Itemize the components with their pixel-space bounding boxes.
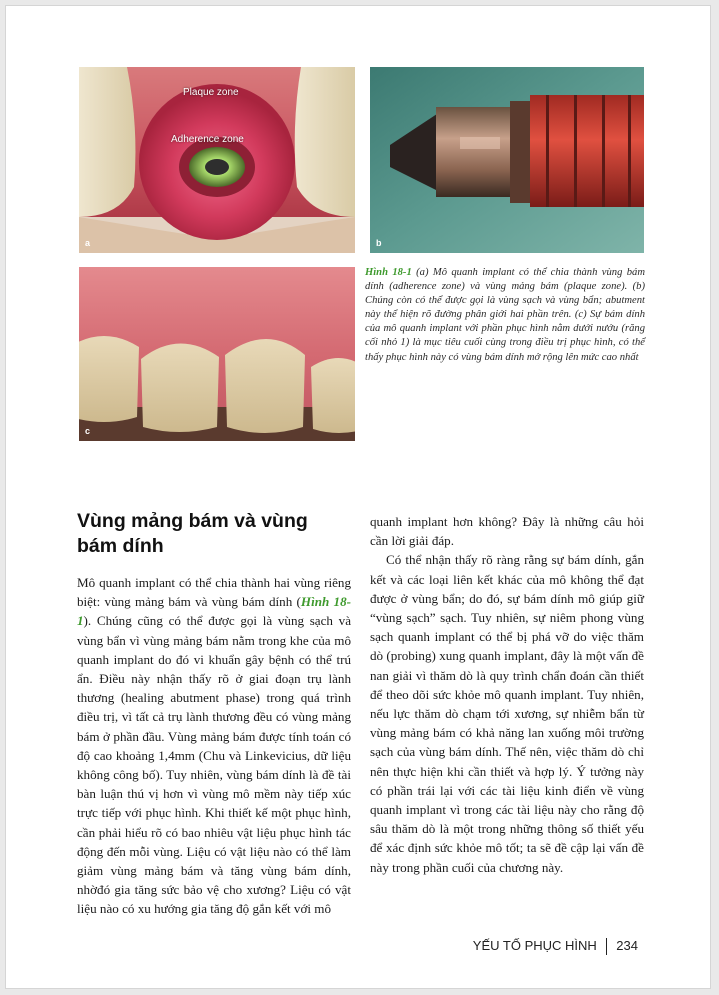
section-heading: Vùng mảng bám và vùng bám dính <box>77 510 308 557</box>
body-column-right <box>370 512 644 877</box>
caption-figure-ref: Hình 18-1 <box>365 267 412 278</box>
paragraph-1-start: Mô quanh implant có thể chia thành hai vùng riêng biệt: vùng mảng bám và vùng bám dính ( <box>77 575 351 610</box>
figure-panel-b <box>370 67 644 253</box>
body-column-left <box>77 573 351 919</box>
caption-text: (a) Mô quanh implant có thể chia thành vùng bám dính (adherence zone) và vùng mảng bám (plaque zone). (b) Chúng còn có thể được gọi là vùng sạch và vùng bẩn; abutment này thể hiện rõ đường phân giới hai phần trên. (c) Sự bám dính của mô quanh implant với phần phục hình nằm dưới nướu (răng cối nhỏ 1) là mục tiêu cuối cùng trong điều trị phục hình, có thể thấy phục hình này có vùng bám dính mở rộng lên mức cao nhất <box>365 267 645 363</box>
footer-chapter-title: YẾU TỐ PHỤC HÌNH <box>472 938 597 953</box>
panel-letter-b: b <box>376 238 382 248</box>
panel-letter-a: a <box>85 238 91 248</box>
panel-letter-c: c <box>85 426 91 436</box>
page-footer <box>473 938 638 955</box>
adherence-zone-label: Adherence zone <box>171 134 244 145</box>
figure-caption <box>365 266 645 365</box>
paragraph-1-continuation: quanh implant hơn không? Đây là những câu hỏi cần lời giải đáp. <box>370 514 644 549</box>
photo-teeth-icon <box>79 267 355 441</box>
body-paragraph-1-continued <box>370 512 644 550</box>
photo-abutment-icon <box>370 67 644 253</box>
paragraph-1-body: ). Chúng cũng có thể được gọi là vùng sạch và vùng bẩn vì vùng mảng bám nằm trong khe của mô quanh implant do đó vi khuẩn gây bệnh có thể trú ẩn. Điều này nhận thấy rõ ở giai đoạn trụ lành thương (healing abutment phase) trong quá trình điều trị, vì tất cả trụ lành thương đều có vùng mảng bám ở phần đầu. Vùng mảng bám được tính toán có độ cao khoảng 1,4mm (Chu và Linkevicius, dữ liệu không công bố). Tuy nhiên, vùng bám dính là đề tài bàn luận thú vị hơn vì vùng mô mềm này tiếp xúc trực tiếp với phục hình. Khi thiết kế một phục hình, cần phải hiểu rõ có bao nhiêu vật liệu phục hình tác động đến mỗi vùng. Liệu có vật liệu nào có thể làm giảm vùng mảng bám và tăng vùng bám dính, nhờđó gia tăng sức bảo vệ cho xương? Liệu có vật liệu nào có xu hướng gia tăng độ gắn kết với mô <box>77 613 351 917</box>
footer-separator <box>606 938 608 955</box>
figure-panel-a <box>79 67 355 253</box>
book-page <box>5 5 711 989</box>
page-number: 234 <box>616 938 638 953</box>
body-paragraph-2: Có thể nhận thấy rõ ràng rằng sự bám dính, gắn kết và các loại liên kết khác của mô không thể đạt được ở vùng bẩn; do đó, sự bám dính mô giúp giữ “vùng sạch” sạch. Tuy nhiên, sự niêm phong vùng sạch quanh implant có thể bị phá vỡ do việc thăm dò (probing) xung quanh implant, đây là một vấn đề nan giải vì thăm dò là quy trình chẩn đoán cần thiết để theo dõi sức khỏe mô quanh implant. Tuy nhiên, nếu lực thăm dò chạm tới xương, sự nhiễm bẩn từ vùng mảng bám có khả năng lan xuống môi trường sạch của vùng bám dính. Thế nên, việc thăm dò chỉ nên thực hiện khi cần thiết và hợp lý. Ý tưởng này có phần trái lại với các tài liệu kinh điển về vùng quanh implant vì trong các tài liệu này cho rằng độ sâu thăm dò là một trong những thông số thiết yếu để xác định sức khỏe mô tốt; ta sẽ đề cập lại vấn đề này trong phần cuối của chương này. <box>370 552 644 875</box>
plaque-zone-label: Plaque zone <box>183 87 239 98</box>
figure-panel-c <box>79 267 355 441</box>
figure-reference-link[interactable]: Hình 18-1 <box>77 594 351 629</box>
body-paragraph-1 <box>77 573 351 919</box>
